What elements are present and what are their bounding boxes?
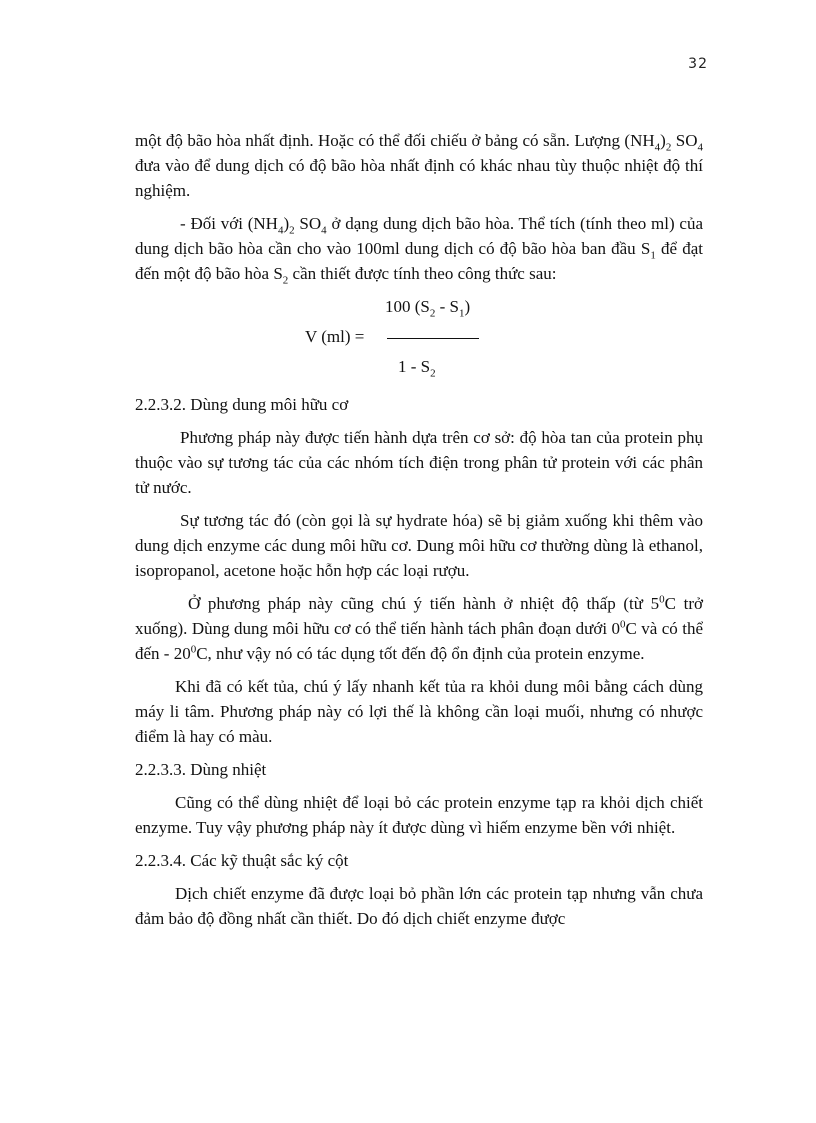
paragraph-saturated-solution: - Đối với $(NH_4)_2$ $SO_4$ ở dạng dung dịch bão hòa. Thể tích (tính theo ml) của dung dịch bão hòa cần cho vào 100ml dung dịch có độ bão hòa ban đầu $S_1$ để đạt đến một độ bão hòa $S_2$ cần thiết được tính theo công thức sau: <box>135 214 703 287</box>
paragraph-hydration: Sự tương tác đó (còn gọi là sự hydrate hóa) sẽ bị giảm xuống khi thêm vào dung dịch enzyme các dung môi hữu cơ. Dung môi hữu cơ thường dùng là ethanol, isopropanol, acetone hoặc hỗn hợp các loại rượu. <box>135 511 703 580</box>
volume-formula <box>135 294 703 384</box>
formula-left-side: V (ml) = <box>305 327 365 346</box>
heading-2-2-3-3: 2.2.3.3. Dùng nhiệt <box>135 760 267 779</box>
paragraph-centrifuge: Khi đã có kết tủa, chú ý lấy nhanh kết tủa ra khỏi dung môi bằng cách dùng máy li tâm. Phương pháp này có lợi thế là không cần loại muối, nhưng có nhược điểm là hay có màu. <box>135 677 703 746</box>
paragraph-heat-method: Cũng có thể dùng nhiệt để loại bỏ các protein enzyme tạp ra khỏi dịch chiết enzyme. Tuy vậy phương pháp này ít được dùng vì hiếm enzyme bền với nhiệt. <box>135 793 703 837</box>
formula-numerator: 100 $(S_2 - S_1)$ <box>385 297 471 320</box>
paragraph-column-chromatography: Dịch chiết enzyme đã được loại bỏ phần lớn các protein tạp nhưng vẫn chưa đảm bảo độ đồng nhất cần thiết. Do đó dịch chiết enzyme được <box>135 884 703 928</box>
page-number: 32 <box>688 56 708 72</box>
heading-2-2-3-4: 2.2.3.4. Các kỹ thuật sắc ký cột <box>135 851 349 870</box>
document-body <box>135 128 703 939</box>
formula-denominator: $1 - S_2$ <box>398 357 436 380</box>
paragraph-saturation-reference: một độ bão hòa nhất định. Hoặc có thể đối chiếu ở bảng có sẵn. Lượng $(NH_4)_2$ $SO_4$ đưa vào để dung dịch có độ bão hòa nhất định có khác nhau tùy thuộc nhiệt độ thí nghiệm. <box>135 131 704 200</box>
paragraph-low-temperature: Ở phương pháp này cũng chú ý tiến hành ở nhiệt độ thấp (từ $5^0C$ trở xuống). Dùng dung môi hữu cơ có thể tiến hành tách phân đoạn dưới $0^0C$ và có thể đến - $20^0C$, như vậy nó có tác dụng tốt đến độ ổn định của protein enzyme. <box>135 593 703 663</box>
heading-2-2-3-2: 2.2.3.2. Dùng dung môi hữu cơ <box>135 395 349 414</box>
fraction-bar <box>387 338 479 339</box>
paragraph-organic-solvent-basis: Phương pháp này được tiến hành dựa trên cơ sở: độ hòa tan của protein phụ thuộc vào sự tương tác của các nhóm tích điện trong phân tử protein với các phân tử nước. <box>135 428 703 497</box>
